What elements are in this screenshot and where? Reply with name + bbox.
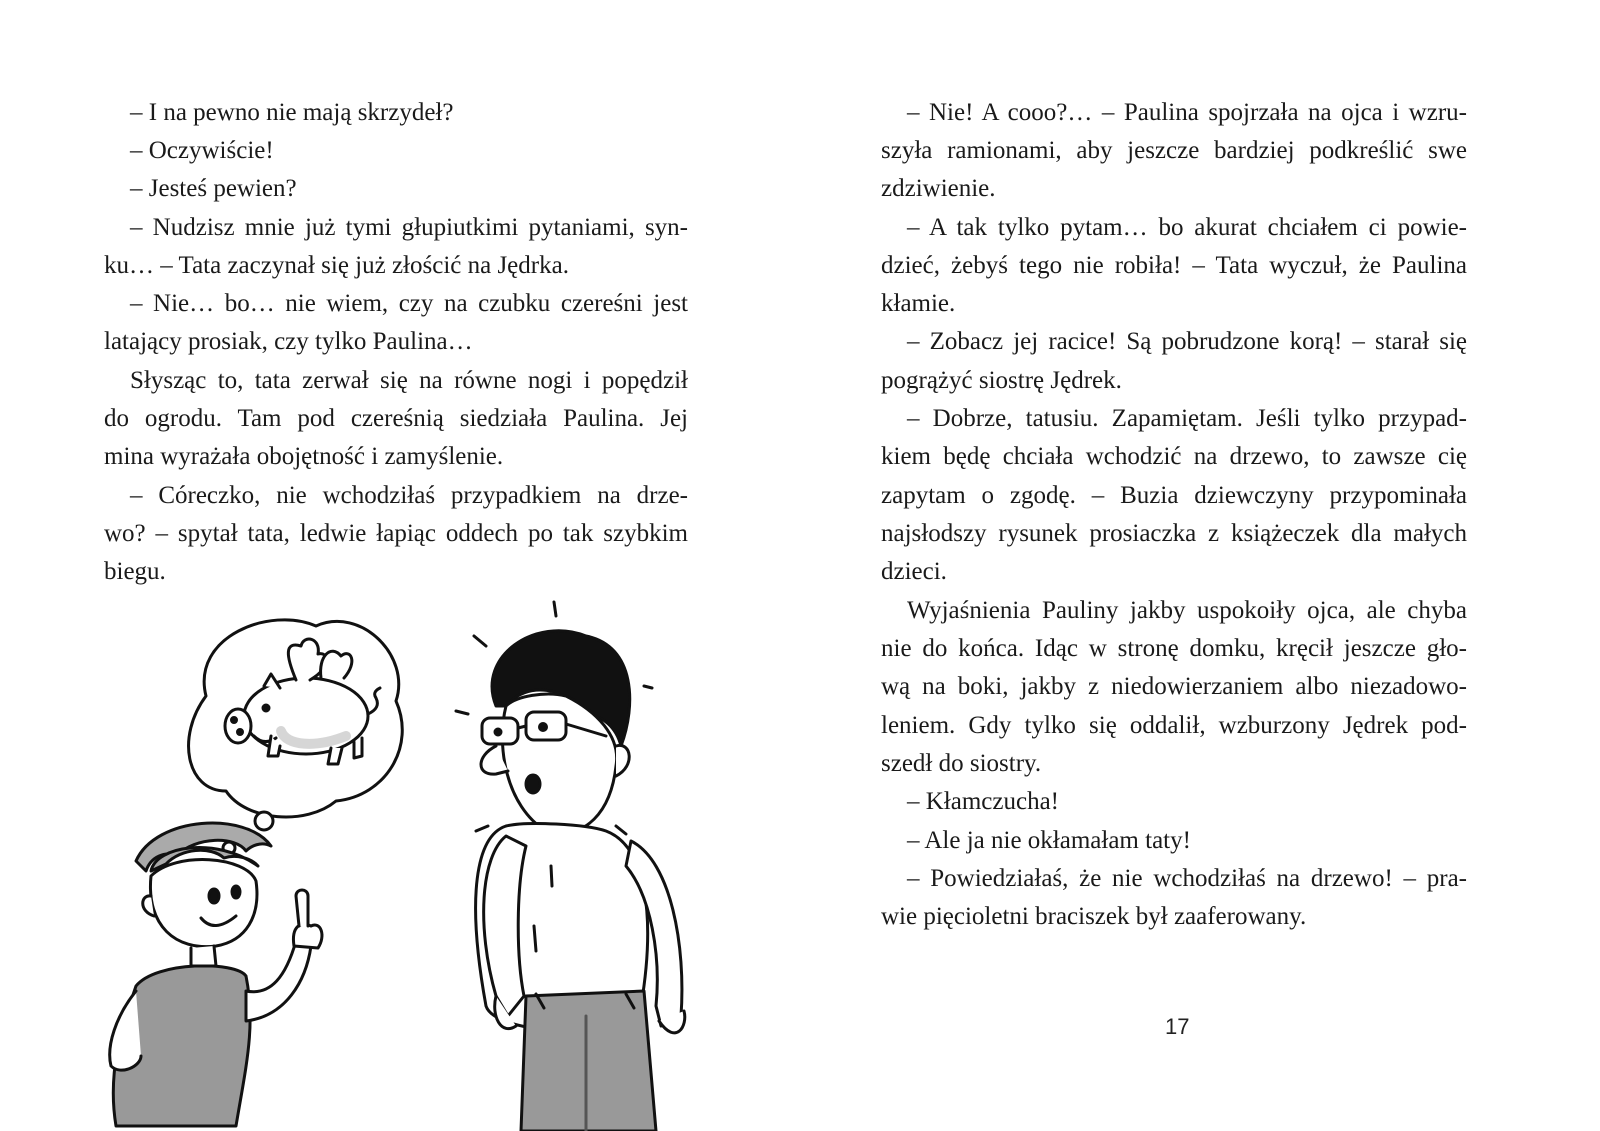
page-number: 17 <box>1165 1014 1190 1039</box>
text-line: – I na pewno nie mają skrzydeł? <box>130 99 454 126</box>
boy-and-father-illustration <box>96 596 696 1131</box>
text-line: biegu. <box>104 558 166 585</box>
text-line: – Powiedziałaś, że nie wchodziłaś na drzewo! – pra- <box>907 865 1467 892</box>
text-line: – Nudzisz mnie już tymi głupiutkimi pytaniami, syn- <box>130 214 688 241</box>
text-line: – Córeczko, nie wchodziłaś przypadkiem na drze- <box>130 482 688 509</box>
father-figure <box>456 602 685 1131</box>
text-line: Wyjaśnienia Pauliny jakby uspokoiły ojca, ale chyba <box>907 597 1467 624</box>
text-line: – Nie… bo… nie wiem, czy na czubku czereśni jest <box>130 290 688 317</box>
text-line: wie pięcioletni braciszek był zaaferowany. <box>881 903 1307 930</box>
text-line: kiem będę chciała wchodzić na drzewo, to zawsze cię <box>881 443 1467 470</box>
boy-figure <box>110 823 322 1126</box>
text-line: zdziwienie. <box>881 175 996 202</box>
text-line: kłamie. <box>881 290 956 317</box>
text-line: ku… – Tata zaczynał się już złościć na Jędrka. <box>104 252 569 279</box>
text-line: – Dobrze, tatusiu. Zapamiętam. Jeśli tylko przypad- <box>907 405 1467 432</box>
text-line: leniem. Gdy tylko się oddalił, wzburzony Jędrek pod- <box>881 712 1467 739</box>
text-line: – Oczywiście! <box>130 137 274 164</box>
right-page <box>800 0 1600 1131</box>
text-line: nie do końca. Idąc w stronę domku, kręcił jeszcze gło- <box>881 635 1467 662</box>
text-line: dzieci. <box>881 558 947 585</box>
text-line: Słysząc to, tata zerwał się na równe nogi i popędził <box>130 367 688 394</box>
text-line: latający prosiak, czy tylko Paulina… <box>104 328 473 355</box>
text-line: – Zobacz jej racice! Są pobrudzone korą! – starał się <box>907 328 1467 355</box>
text-line: mina wyrażała obojętność i zamyślenie. <box>104 443 504 470</box>
text-line: wą na boki, jakby z niedowierzaniem albo niezadowo- <box>881 673 1467 700</box>
text-line: szyła ramionami, aby jeszcze bardziej podkreślić swe <box>881 137 1467 164</box>
text-line: – Nie! A cooo?… – Paulina spojrzała na ojca i wzru- <box>907 99 1467 126</box>
text-line: najsłodszy rysunek prosiaczka z książeczek dla małych <box>881 520 1467 547</box>
text-line: – Kłamczucha! <box>907 788 1060 815</box>
text-line: wo? – spytał tata, ledwie łapiąc oddech po tak szybkim <box>104 520 688 547</box>
text-line: do ogrodu. Tam pod czereśnią siedziała Paulina. Jej <box>104 405 688 432</box>
text-line: dzieć, żebyś tego nie robiła! – Tata wyczuł, że Paulina <box>881 252 1467 279</box>
text-line: zapytam o zgodę. – Buzia dziewczyny przypominała <box>881 482 1467 509</box>
text-line: – Ale ja nie okłamałam taty! <box>907 827 1191 854</box>
text-line: – Jesteś pewien? <box>130 175 297 202</box>
text-line: – A tak tylko pytam… bo akurat chciałem ci powie- <box>907 214 1467 241</box>
text-line: pogrążyć siostrę Jędrek. <box>881 367 1122 394</box>
text-line: szedł do siostry. <box>881 750 1042 777</box>
